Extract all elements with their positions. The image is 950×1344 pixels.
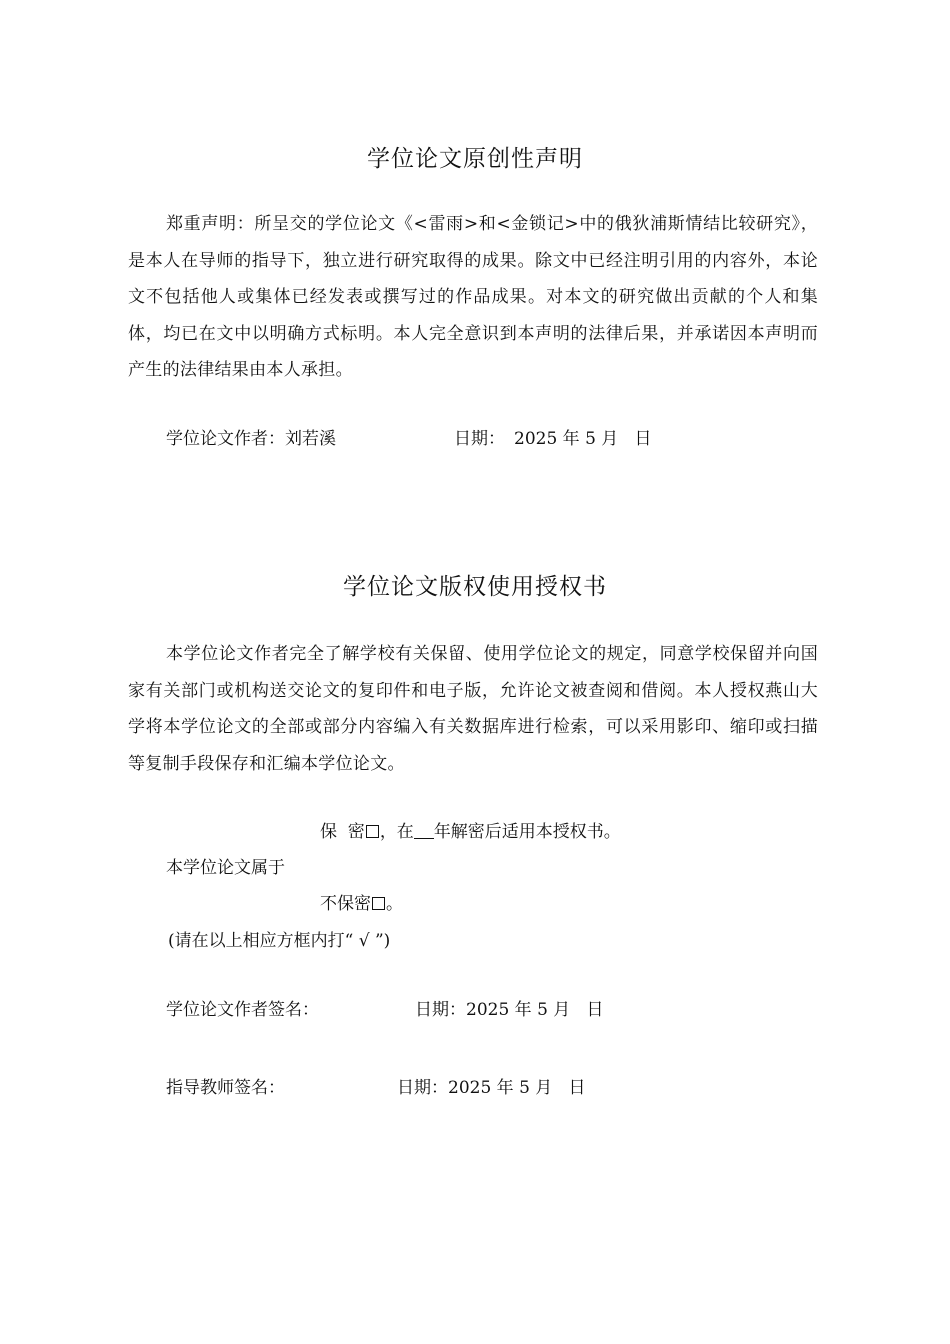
checkbox-note: (请在以上相应方框内打“ √ ”)	[168, 931, 391, 951]
authorization-title: 学位论文版权使用授权书	[343, 574, 607, 600]
author-signature-date: 日期：2025 年 5 月 日	[415, 1000, 604, 1020]
declaration-author: 学位论文作者：刘若溪	[166, 429, 336, 449]
secret-mid-text: ，在	[379, 822, 414, 842]
declaration-date-label: 日期：	[454, 429, 505, 449]
declaration-title: 学位论文原创性声明	[367, 146, 583, 172]
declaration-date-value: 2025 年 5 月 日	[514, 429, 652, 449]
advisor-signature-date: 日期：2025 年 5 月 日	[397, 1078, 586, 1098]
secret-label: 保 密	[320, 822, 365, 842]
not-secret-suffix: 。	[386, 894, 403, 914]
author-signature-label: 学位论文作者签名：	[166, 1000, 319, 1020]
years-blank	[414, 823, 434, 839]
secret-option	[320, 820, 621, 844]
not-secret-label: 不保密	[320, 894, 371, 914]
advisor-signature-label: 指导教师签名：	[166, 1078, 285, 1098]
declaration-body: 郑重声明：所呈交的学位论文《<雷雨>和<金锁记>中的俄狄浦斯情结比较研究》，是本人在导师的指导下，独立进行研究取得的成果。除文中已经注明引用的内容外，本论文不包括他人或集体已经发表或撰写过的作品成果。对本文的研究做出贡献的个人和集体，均已在文中以明确方式标明。本人完全意识到本声明的法律后果，并承诺因本声明而产生的法律结果由本人承担。	[128, 214, 818, 380]
not-secret-checkbox[interactable]	[372, 897, 385, 910]
secret-suffix-text: 年解密后适用本授权书。	[433, 822, 621, 842]
not-secret-option	[320, 892, 403, 916]
belongs-label: 本学位论文属于	[166, 858, 285, 878]
secret-checkbox[interactable]	[366, 825, 379, 838]
authorization-body: 本学位论文作者完全了解学校有关保留、使用学位论文的规定，同意学校保留并向国家有关部门或机构送交论文的复印件和电子版，允许论文被查阅和借阅。本人授权燕山大学将本学位论文的全部或部分内容编入有关数据库进行检索，可以采用影印、缩印或扫描等复制手段保存和汇编本学位论文。	[128, 644, 818, 774]
